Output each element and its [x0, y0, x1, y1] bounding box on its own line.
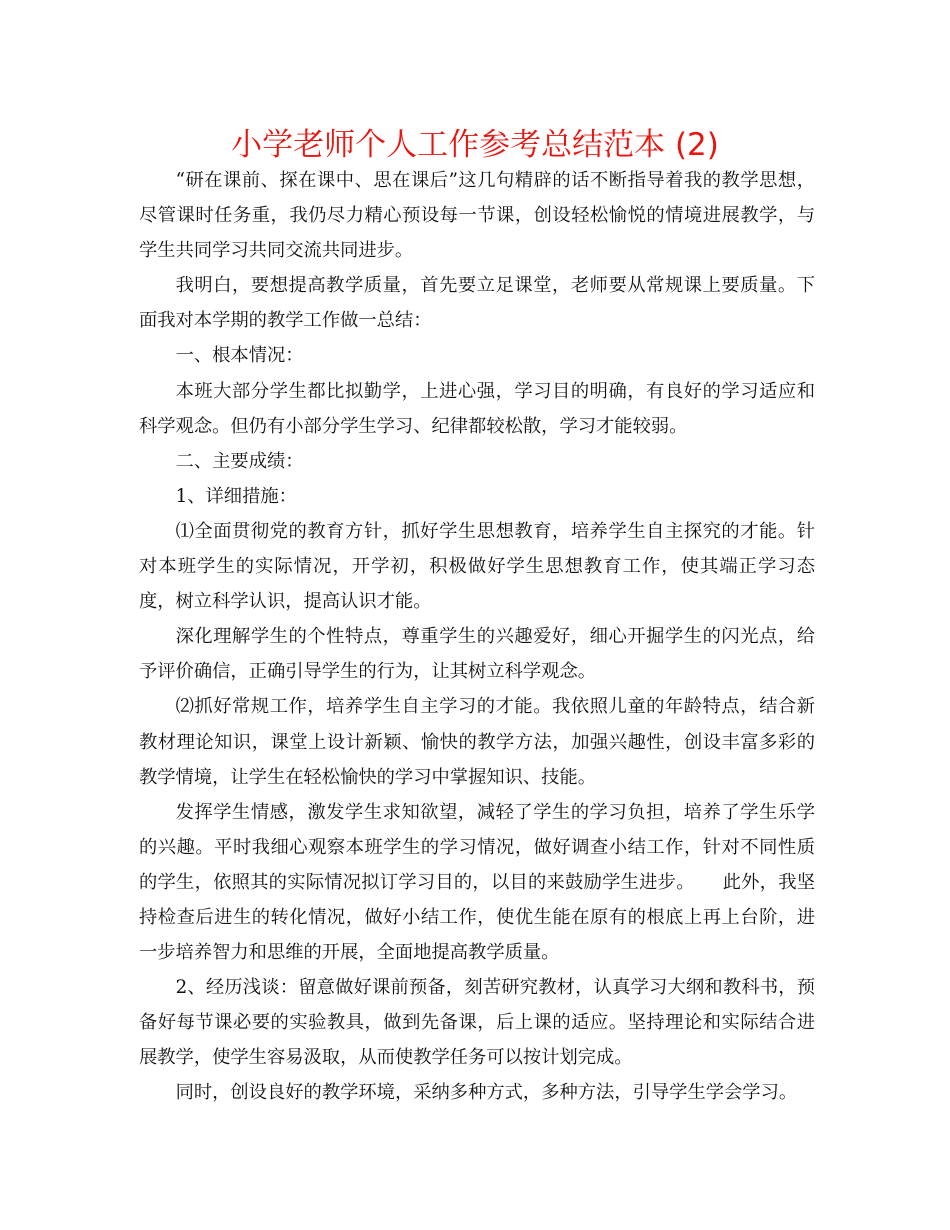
- paragraph-5: 深化理解学生的个性特点，尊重学生的兴趣爱好，细心开掘学生的闪光点，给予评价确信，正确引导学生的行为，让其树立科学观念。: [139, 626, 815, 683]
- paragraph-2: 我明白，要想提高教学质量，首先要立足课堂，老师要从常规课上要质量。下面我对本学期的教学工作做一总结：: [139, 275, 815, 332]
- section-heading-main-achievements: 二、主要成绩：: [175, 450, 304, 472]
- subsection-heading-measures: 1、详细措施：: [175, 485, 297, 507]
- section-heading-basic-situation: 一、根本情况：: [175, 345, 304, 367]
- paragraph-9: 同时，创设良好的教学环境，采纳多种方式，多种方法，引导学生学会学习。: [175, 1082, 798, 1104]
- document-body: [139, 163, 815, 1111]
- paragraph-7: 发挥学生情感，激发学生求知欲望，减轻了学生的学习负担，培养了学生乐学的兴趣。平时我细心观察本班学生的学习情况，做好调查小结工作，针对不同性质的学生，依照其的实际情况拟订学习目的，以目的来鼓励学生进步。 此外，我坚持检查后进生的转化情况，做好小结工作，使优生能在原有的根底上再上台阶，进一步培养智力和思维的开展，全面地提高教学质量。: [139, 801, 815, 964]
- paragraph-3: 本班大部分学生都比拟勤学，上进心强，学习目的明确，有良好的学习适应和科学观念。但仍有小部分学生学习、纪律都较松散，学习才能较弱。: [139, 380, 815, 437]
- paragraph-8: 2、经历浅谈：留意做好课前预备，刻苦研究教材，认真学习大纲和教科书，预备好每节课必要的实验教具，做到先备课，后上课的适应。坚持理论和实际结合进展教学，使学生容易汲取，从而使教学任务可以按计划完成。: [139, 977, 815, 1069]
- paragraph-1: “研在课前、探在课中、思在课后”这几句精辟的话不断指导着我的教学思想，尽管课时任务重，我仍尽力精心预设每一节课，创设轻松愉悦的情境进展教学，与学生共同学习共同交流共同进步。: [139, 170, 815, 262]
- paragraph-4: ⑴全面贯彻党的教育方针，抓好学生思想教育，培养学生自主探究的才能。针对本班学生的实际情况，开学初，积极做好学生思想教育工作，使其端正学习态度，树立科学认识，提高认识才能。: [139, 520, 815, 613]
- document-title: 小学老师个人工作参考总结范本 (2): [231, 127, 719, 163]
- paragraph-6: ⑵抓好常规工作，培养学生自主学习的才能。我依照儿童的年龄特点，结合新教材理论知识，课堂上设计新颖、愉快的教学方法，加强兴趣性，创设丰富多彩的教学情境，让学生在轻松愉快的学习中掌握知识、技能。: [139, 696, 815, 788]
